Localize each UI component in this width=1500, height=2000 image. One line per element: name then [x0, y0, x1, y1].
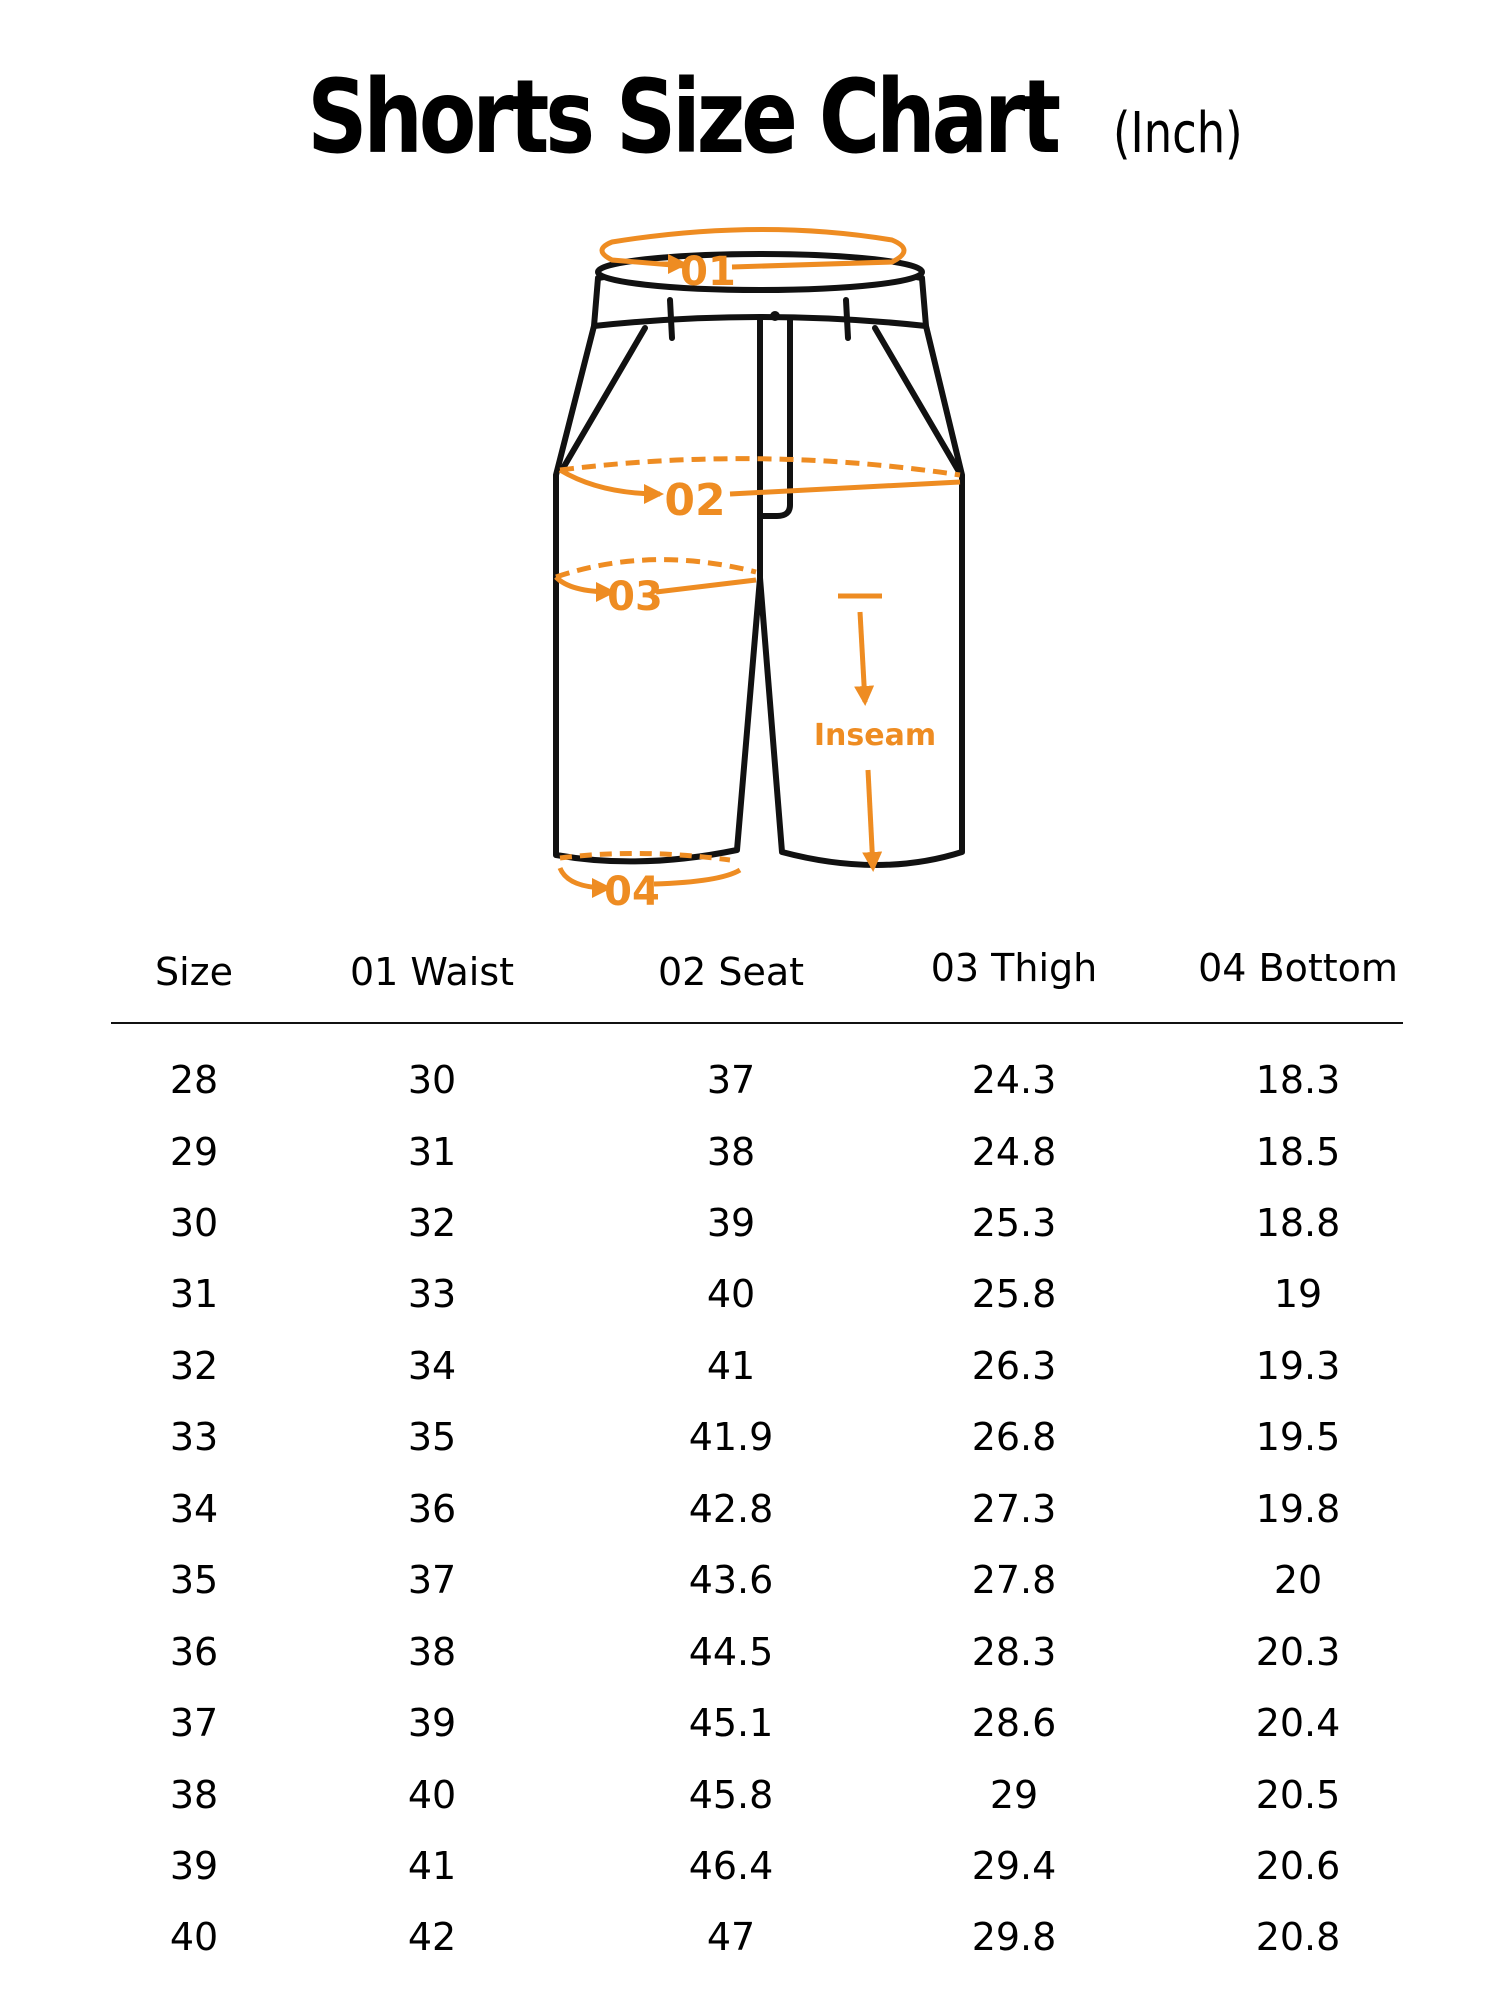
table-row [0, 1415, 1500, 1475]
table-cell: 27.3 [971, 1487, 1057, 1531]
table-cell: 41 [706, 1344, 756, 1388]
table-row [0, 1058, 1500, 1118]
table-row [0, 1272, 1500, 1332]
column-header: 01 Waist [349, 950, 515, 994]
table-cell: 24.3 [971, 1058, 1057, 1102]
table-row [0, 1201, 1500, 1261]
column-header: Size [154, 950, 233, 994]
table-cell: 38 [407, 1630, 457, 1674]
column-header: 03 Thigh [930, 946, 1098, 990]
table-cell: 20.6 [1255, 1844, 1341, 1888]
table-cell: 37 [407, 1558, 457, 1602]
table-cell: 40 [706, 1272, 756, 1316]
header-divider [111, 1022, 1403, 1024]
table-cell: 20.5 [1255, 1773, 1341, 1817]
table-cell: 18.3 [1255, 1058, 1341, 1102]
column-header: 02 Seat [657, 950, 805, 994]
table-cell: 37 [169, 1701, 219, 1745]
table-header [110, 946, 1410, 1010]
table-cell: 28.6 [971, 1701, 1057, 1745]
table-cell: 42 [407, 1915, 457, 1959]
shorts-diagram [0, 0, 1500, 920]
table-cell: 47 [706, 1915, 756, 1959]
table-row [0, 1344, 1500, 1404]
table-cell: 19.3 [1255, 1344, 1341, 1388]
table-cell: 45.1 [688, 1701, 774, 1745]
table-row [0, 1773, 1500, 1833]
table-cell: 41.9 [688, 1415, 774, 1459]
table-cell: 29.4 [971, 1844, 1057, 1888]
table-row [0, 1630, 1500, 1690]
table-cell: 26.8 [971, 1415, 1057, 1459]
table-cell: 35 [169, 1558, 219, 1602]
thigh-label: 03 [607, 574, 663, 620]
table-cell: 30 [169, 1201, 219, 1245]
table-cell: 29.8 [971, 1915, 1057, 1959]
table-cell: 19.5 [1255, 1415, 1341, 1459]
table-cell: 26.3 [971, 1344, 1057, 1388]
table-cell: 36 [407, 1487, 457, 1531]
table-cell: 18.5 [1255, 1130, 1341, 1174]
table-cell: 20.4 [1255, 1701, 1341, 1745]
table-cell: 31 [407, 1130, 457, 1174]
table-cell: 18.8 [1255, 1201, 1341, 1245]
table-cell: 30 [407, 1058, 457, 1102]
table-cell: 28 [169, 1058, 219, 1102]
title-main: Shorts Size Chart [306, 58, 1057, 177]
seat-label: 02 [664, 475, 726, 526]
table-cell: 34 [407, 1344, 457, 1388]
table-cell: 45.8 [688, 1773, 774, 1817]
table-cell: 29 [169, 1130, 219, 1174]
table-cell: 20 [1273, 1558, 1323, 1602]
table-cell: 43.6 [688, 1558, 774, 1602]
table-cell: 38 [169, 1773, 219, 1817]
table-cell: 31 [169, 1272, 219, 1316]
table-cell: 37 [706, 1058, 756, 1102]
column-header: 04 Bottom [1198, 946, 1398, 990]
table-cell: 28.3 [971, 1630, 1057, 1674]
table-cell: 32 [169, 1344, 219, 1388]
bottom-label: 04 [604, 869, 660, 915]
table-cell: 34 [169, 1487, 219, 1531]
table-cell: 29 [989, 1773, 1039, 1817]
shorts-outline [556, 254, 962, 865]
table-cell: 46.4 [688, 1844, 774, 1888]
table-cell: 24.8 [971, 1130, 1057, 1174]
table-cell: 25.8 [971, 1272, 1057, 1316]
table-cell: 39 [706, 1201, 756, 1245]
table-cell: 40 [169, 1915, 219, 1959]
table-row [0, 1558, 1500, 1618]
table-cell: 20.8 [1255, 1915, 1341, 1959]
table-row [0, 1487, 1500, 1547]
table-cell: 44.5 [688, 1630, 774, 1674]
table-cell: 33 [407, 1272, 457, 1316]
table-cell: 32 [407, 1201, 457, 1245]
table-row [0, 1915, 1500, 1975]
table-cell: 38 [706, 1130, 756, 1174]
table-cell: 27.8 [971, 1558, 1057, 1602]
table-cell: 33 [169, 1415, 219, 1459]
waist-label: 01 [680, 249, 736, 295]
table-row [0, 1701, 1500, 1761]
table-cell: 20.3 [1255, 1630, 1341, 1674]
table-cell: 35 [407, 1415, 457, 1459]
table-cell: 36 [169, 1630, 219, 1674]
table-cell: 19.8 [1255, 1487, 1341, 1531]
table-cell: 42.8 [688, 1487, 774, 1531]
table-cell: 39 [169, 1844, 219, 1888]
table-cell: 39 [407, 1701, 457, 1745]
title-unit: (Inch) [1113, 101, 1243, 166]
table-cell: 19 [1273, 1272, 1323, 1316]
table-row [0, 1130, 1500, 1190]
table-row [0, 1844, 1500, 1904]
table-cell: 25.3 [971, 1201, 1057, 1245]
inseam-label: Inseam [813, 718, 937, 753]
table-cell: 41 [407, 1844, 457, 1888]
table-cell: 40 [407, 1773, 457, 1817]
